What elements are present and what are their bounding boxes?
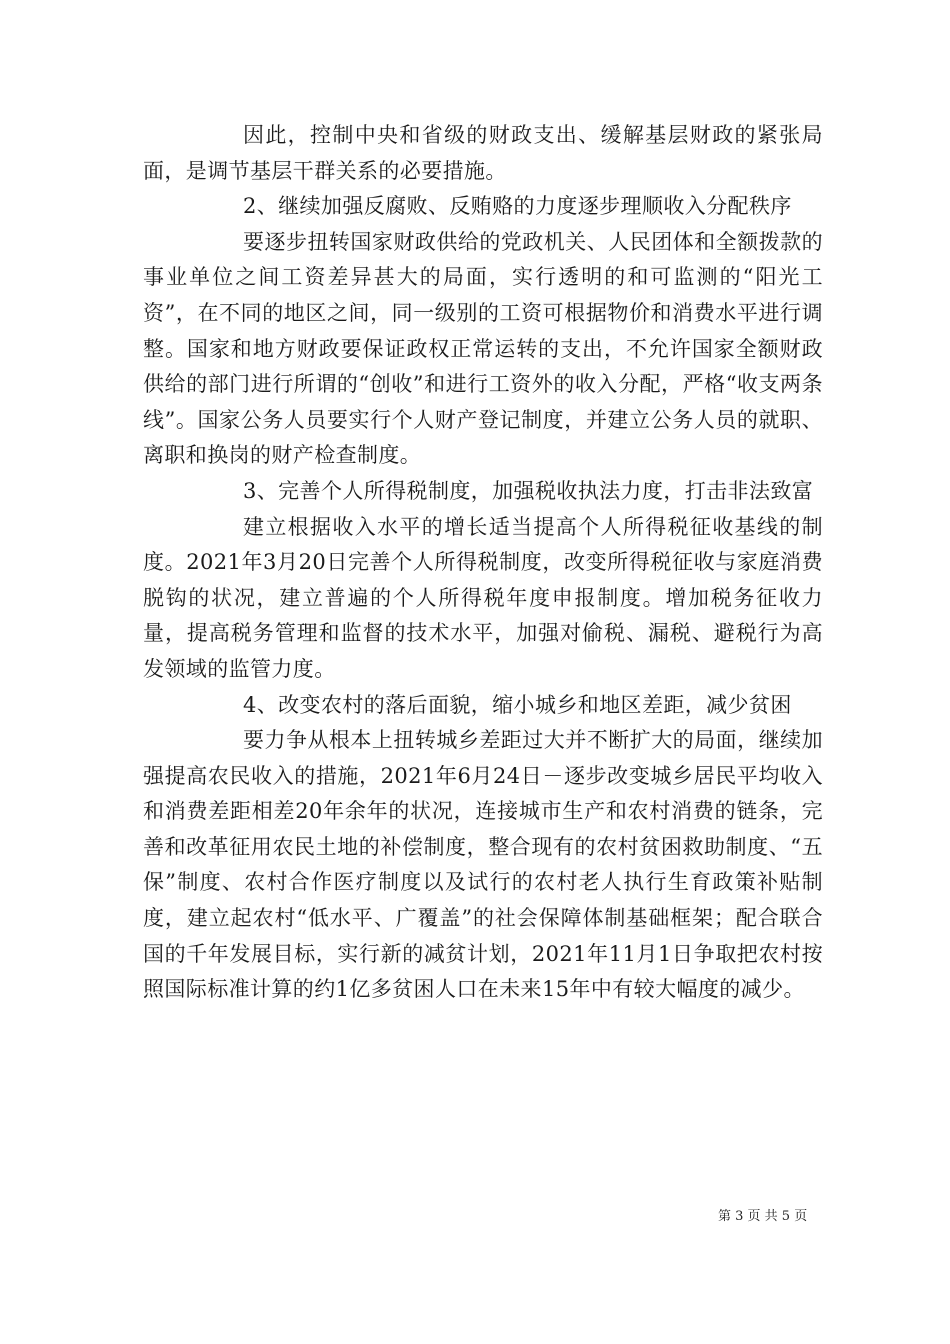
paragraph-conclusion: 因此，控制中央和省级的财政支出、缓解基层财政的紧张局面，是调节基层干群关系的必要措施。 [143, 123, 823, 183]
page-number-footer: 第 3 页 共 5 页 [718, 1209, 808, 1224]
paragraph-rural: 要力争从根本上扭转城乡差距过大并不断扩大的局面，继续加强提高农民收入的措施，2021年6月24日－逐步改变城乡居民平均收入和消费差距相差20年余年的状况，连接城市生产和农村消费的链条，完善和改革征用农民土地的补偿制度，整合现有的农村贫困救助制度、“五保”制度、农村合作医疗制度以及试行的农村老人执行生育政策补贴制度，建立起农村“低水平、广覆盖”的社会保障体制基础框架；配合联合国的千年发展目标，实行新的减贫计划，2021年11月1日争取把农村按照国际标准计算的约1亿多贫困人口在未来15年中有较大幅度的减少。 [143, 728, 823, 1002]
paragraph-income-tax: 建立根据收入水平的增长适当提高个人所得税征收基线的制度。2021年3月20日完善个人所得税制度，改变所得税征收与家庭消费脱钩的状况，建立普遍的个人所得税年度申报制度。增加税务征收力量，提高税务管理和监督的技术水平，加强对偷税、漏税、避税行为高发领域的监管力度。 [143, 514, 823, 681]
section-heading-2: 2、继续加强反腐败、反贿赂的力度逐步理顺收入分配秩序 [243, 194, 792, 219]
section-heading-3: 3、完善个人所得税制度，加强税收执法力度，打击非法致富 [243, 478, 814, 503]
paragraph-anticorruption: 要逐步扭转国家财政供给的党政机关、人民团体和全额拨款的事业单位之间工资差异甚大的局面，实行透明的和可监测的“阳光工资”，在不同的地区之间，同一级别的工资可根据物价和消费水平进行调整。国家和地方财政要保证政权正常运转的支出，不允许国家全额财政供给的部门进行所谓的“创收”和进行工资外的收入分配，严格“收支两条线”。国家公务人员要实行个人财产登记制度，并建立公务人员的就职、离职和换岗的财产检查制度。 [143, 229, 823, 468]
document-body [143, 118, 823, 1008]
section-heading-4: 4、改变农村的落后面貌，缩小城乡和地区差距，减少贫困 [243, 692, 792, 717]
